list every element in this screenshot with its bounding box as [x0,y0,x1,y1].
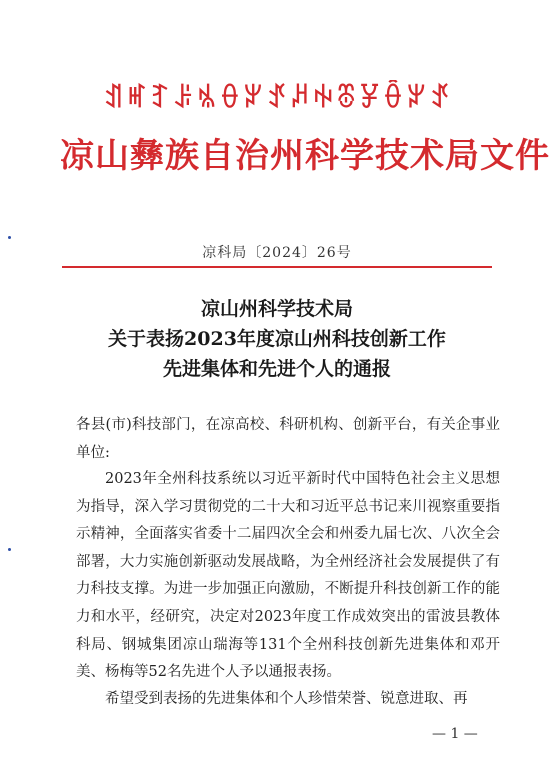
notice-title-line-3: 先进集体和先进个人的通报 [162,358,391,380]
notice-title-line-1: 凉山州科学技术局 [200,298,353,320]
scan-mark-dot [8,236,11,239]
salutation: 各县(市)科技部门，在凉高校、科研机构、创新平台，有关企事业单位: [76,417,500,461]
body-paragraph-2: 希望受到表扬的先进集体和个人珍惜荣誉、锐意进取、再 [105,691,468,707]
body-paragraph-1: 2023年全州科技系统以习近平新时代中国特色社会主义思想为指导，深入学习贯彻党的二十大和习近平总书记来川视察重要指示精神，全面落实省委十二届四次全会和州委九届七次、八次全会部署，大力实施创新驱动发展战略，为全州经济社会发展提供了有力科技支撑。为进一步加强正向激励，不断提升科技创新工作的能力和水平，经研究，决定对2023年度工作成效突出的雷波县教体科局、钢城集团凉山瑞海等131个全州科技创新先进集体和邓开美、杨梅等52名先进个人予以通报表扬。 [76,471,500,681]
document-number: 凉科局〔2024〕26号 [202,245,352,261]
agency-title: 凉山彝族自治州科学技术局文件 [60,138,550,175]
red-separator-line [62,266,492,268]
page-number: — 1 — [432,726,478,742]
notice-title-line-2: 关于表扬2023年度凉山州科技创新工作 [108,328,446,350]
scan-mark-dot [8,548,11,551]
yi-script-title: ꀊꎭꆈꌠꁱꂷꏃꀋꈚꑭꁨꐯꂶꏃꀋ [103,84,453,114]
